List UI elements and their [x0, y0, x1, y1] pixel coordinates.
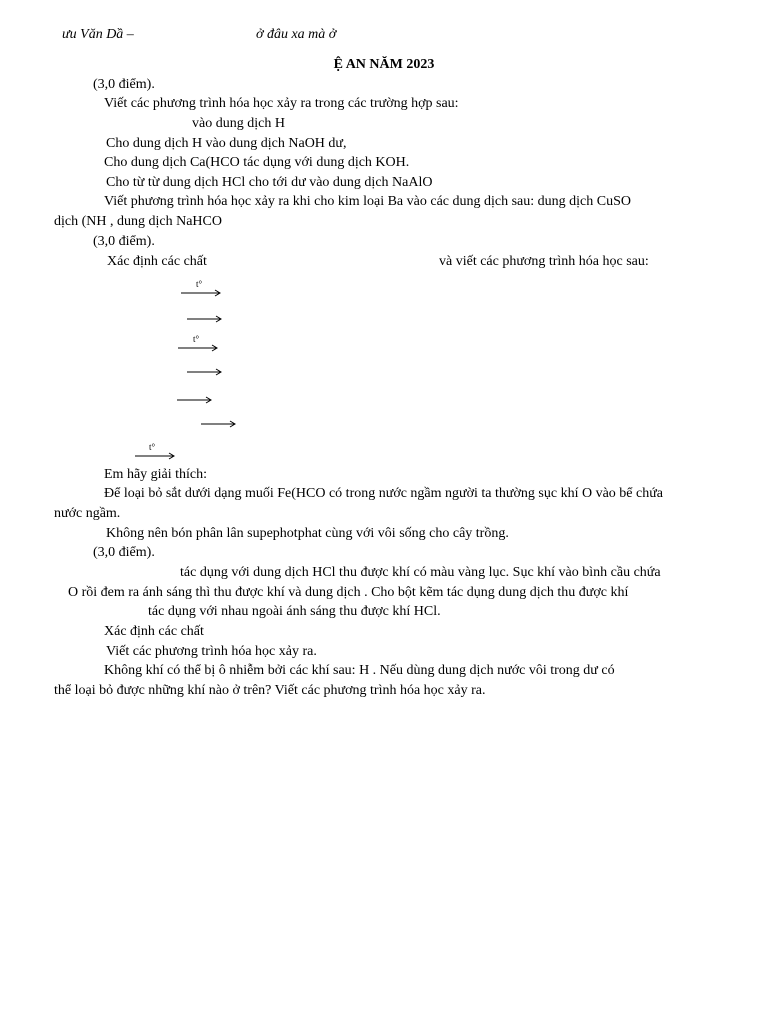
- arrow-label: t°: [149, 442, 156, 452]
- question-2-score: (3,0 điểm).: [93, 234, 155, 249]
- question-1-score: (3,0 điểm).: [93, 77, 155, 92]
- reaction-arrow-heated: [180, 279, 224, 299]
- reaction-arrow: [176, 386, 216, 406]
- question-3-part-a: Xác định các chất: [104, 624, 204, 639]
- question-1-case-c: Cho dung dịch Ca(HCO tác dụng với dung dịch KOH.: [104, 155, 410, 170]
- question-2-explain-a-cont: nước ngầm.: [54, 506, 121, 521]
- reaction-arrow: [186, 358, 226, 378]
- reaction-arrow-heated: [134, 442, 178, 462]
- question-1-case-b: Cho dung dịch H vào dung dịch NaOH dư,: [106, 136, 347, 151]
- question-3-score: (3,0 điểm).: [93, 545, 155, 560]
- exam-title: Ệ AN NĂM 2023: [333, 57, 435, 72]
- question-1-part-2-cont: dịch (NH , dung dịch NaHCO: [54, 214, 222, 229]
- reaction-arrow-heated: [177, 334, 221, 354]
- arrow-label: t°: [196, 279, 203, 289]
- header-author: ưu Văn Dầ –: [62, 27, 134, 42]
- header-slogan: ở đâu xa mà ở: [256, 27, 337, 42]
- question-3-part-2: Không khí có thể bị ô nhiễm bởi các khí sau: H . Nếu dùng dung dịch nước vôi trong dư có: [104, 663, 615, 678]
- question-1-part-2: Viết phương trình hóa học xảy ra khi cho kim loại Ba vào các dung dịch sau: dung dịch CuSO: [104, 194, 631, 209]
- question-2-prompt-left: Xác định các chất: [107, 254, 207, 269]
- question-2-explain: Em hãy giải thích:: [104, 467, 208, 482]
- question-1-case-d: Cho từ từ dung dịch HCl cho tới dư vào dung dịch NaAlO: [106, 175, 433, 190]
- question-2-explain-b: Không nên bón phân lân supephotphat cùng với vôi sống cho cây trồng.: [106, 526, 509, 541]
- question-2-explain-a: Để loại bỏ sắt dưới dạng muối Fe(HCO có trong nước ngầm người ta thường sục khí O vào bể chứa: [104, 486, 664, 501]
- arrow-label: t°: [193, 334, 200, 344]
- reaction-arrow: [200, 410, 240, 430]
- question-2-prompt-right: và viết các phương trình hóa học sau:: [439, 254, 649, 269]
- question-3-text-3: tác dụng với nhau ngoài ánh sáng thu được khí HCl.: [148, 604, 441, 619]
- question-1-prompt: Viết các phương trình hóa học xảy ra trong các trường hợp sau:: [104, 96, 459, 111]
- question-3-text-2: O rồi đem ra ánh sáng thì thu được khí và dung dịch . Cho bột kẽm tác dụng dung dịch thu được khí: [68, 585, 629, 600]
- reaction-arrow: [186, 305, 226, 325]
- question-3-part-2-cont: thể loại bỏ được những khí nào ở trên? Viết các phương trình hóa học xảy ra.: [54, 683, 486, 698]
- question-3-text-1: tác dụng với dung dịch HCl thu được khí có màu vàng lục. Sục khí vào bình cầu chứa: [180, 565, 661, 580]
- question-3-part-b: Viết các phương trình hóa học xảy ra.: [106, 644, 317, 659]
- question-1-case-a: vào dung dịch H: [192, 116, 285, 131]
